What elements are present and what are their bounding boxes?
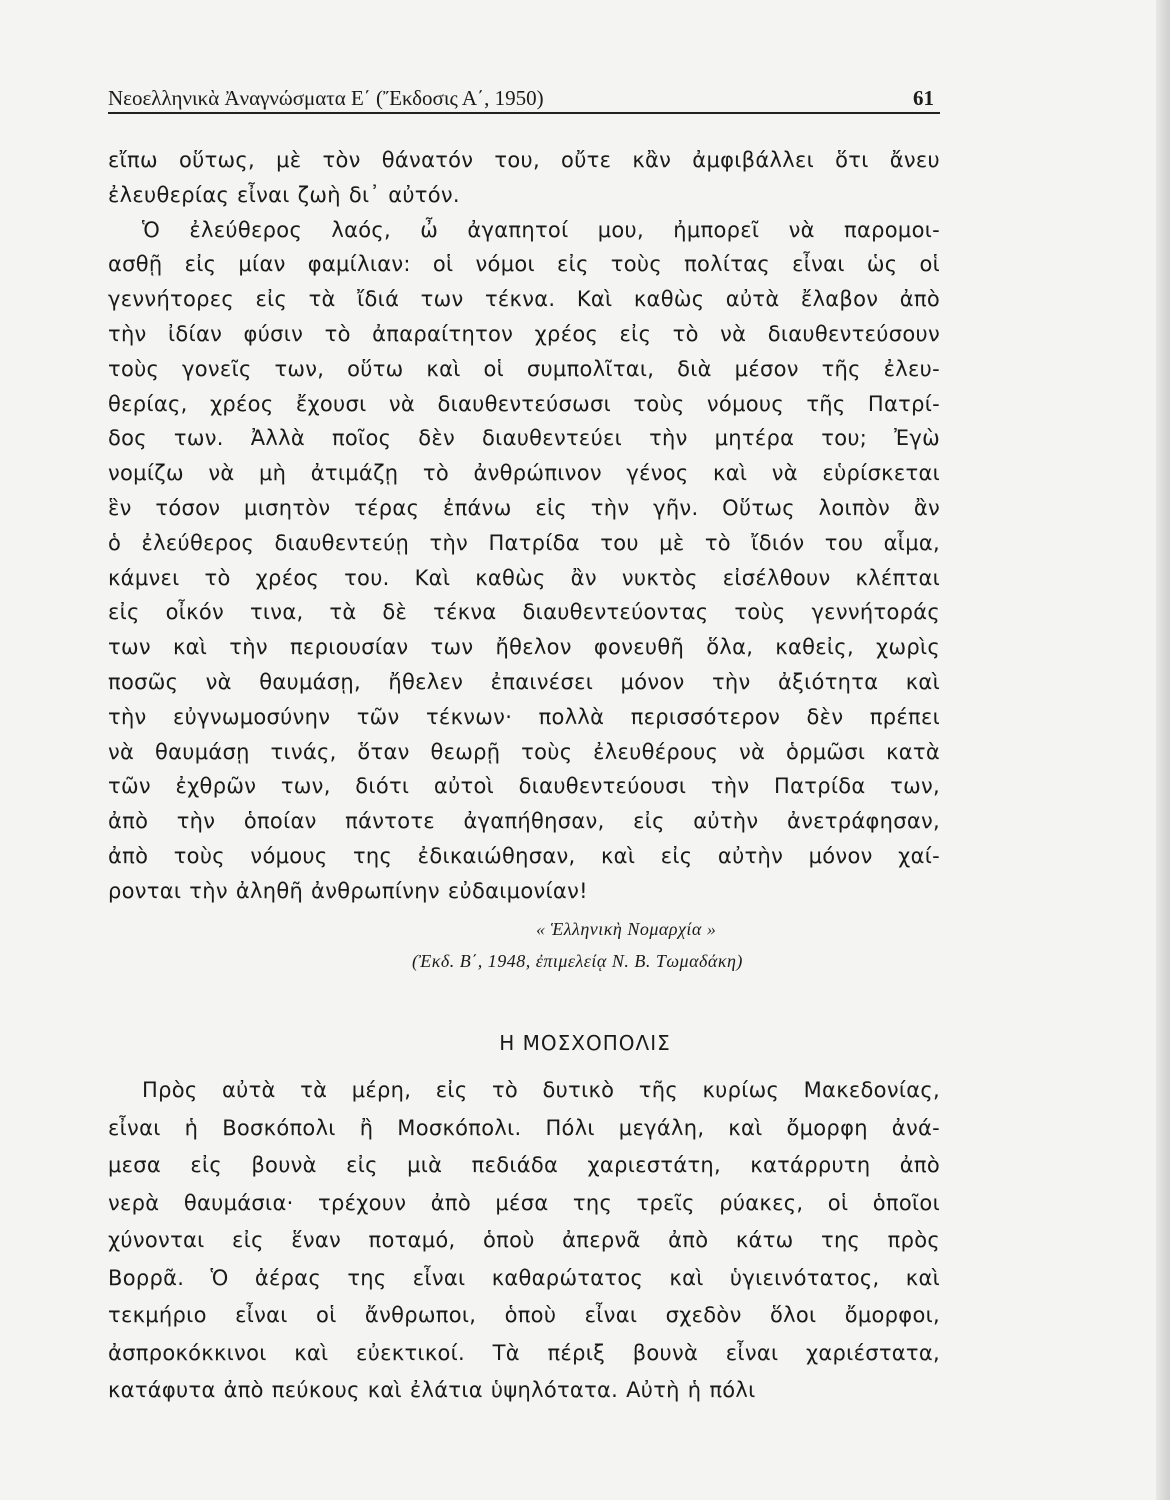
source-title: « Ἑλληνικὴ Νομαρχία » [536, 919, 717, 939]
text-line: τοὺς γονεῖς των, οὕτω καὶ οἱ συμπολῖται, διὰ μέσον τῆς ἐλευ- [108, 356, 940, 381]
text-line: δος των. Ἀλλὰ ποῖος δὲν διαυθεντεύει τὴν μητέρα του; Ἐγὼ [108, 426, 940, 451]
text-line: ἐλευθερίας εἶναι ζωὴ δι᾽ αὐτόν. [108, 182, 460, 207]
text-line: ρονται τὴν ἀληθῆ ἀνθρωπίνην εὐδαιμονίαν! [108, 878, 588, 903]
text-line: Πρὸς αὐτὰ τὰ μέρη, εἰς τὸ δυτικὸ τῆς κυρίως Μακεδονίας, [142, 1078, 940, 1102]
text-line: τεκμήριο εἶναι οἱ ἄνθρωποι, ὁποὺ εἶναι σχεδὸν ὅλοι ὄμορφοι, [108, 1303, 940, 1327]
text-line: θερίας, χρέος ἔχουσι νὰ διαυθεντεύσωσι τοὺς νόμους τῆς Πατρί- [108, 391, 940, 416]
text-line: τῶν ἐχθρῶν των, διότι αὐτοὶ διαυθεντεύουσι τὴν Πατρίδα των, [108, 774, 940, 799]
text-line: χύνονται εἰς ἕναν ποταμό, ὁποὺ ἀπερνᾶ ἀπὸ κάτω της πρὸς [108, 1228, 940, 1252]
text-line: των καὶ τὴν περιουσίαν των ἤθελον φονευθῆ ὅλα, καθεἰς, χωρὶς [108, 635, 940, 660]
text-line: ἀπὸ τοὺς νόμους της ἐδικαιώθησαν, καὶ εἰς αὐτὴν μόνον χαί- [108, 843, 940, 868]
passage-text [108, 143, 940, 909]
page-edge-shadow [1156, 0, 1170, 1500]
text-line: ἀπὸ τὴν ὁποίαν πάντοτε ἀγαπήθησαν, εἰς αὐτὴν ἀνετράφησαν, [108, 809, 940, 834]
text-line: εἴπω οὕτως, μὲ τὸν θάνατόν του, οὔτε κἂν ἀμφιβάλλει ὅτι ἄνευ [108, 148, 940, 172]
text-line: τὴν εὐγνωμοσύνην τῶν τέκνων· πολλὰ περισσότερον δὲν πρέπει [108, 704, 940, 729]
running-header [108, 84, 940, 114]
text-line: νὰ θαυμάσῃ τινάς, ὅταν θεωρῇ τοὺς ἐλευθέρους νὰ ὁρμῶσι κατὰ [108, 739, 940, 764]
text-line: κάμνει τὸ χρέος του. Καὶ καθὼς ἂν νυκτὸς εἰσέλθουν κλέπται [108, 565, 940, 590]
text-line: εἶναι ἡ Βοσκόπολι ἢ Μοσκόπολι. Πόλι μεγάλη, καὶ ὄμορφη ἀνά- [108, 1115, 940, 1140]
section-title: Η ΜΟΣΧΟΠΟΛΙΣ [499, 1031, 671, 1055]
book-title: Νεοελληνικὰ Ἀναγνώσματα Ε΄ (Ἔκδοσις Α΄, 1950) [108, 86, 544, 110]
text-line: ἀσπροκόκκινοι καὶ εὐεκτικοί. Τὰ πέριξ βουνὰ εἶναι χαριέστατα, [108, 1340, 940, 1365]
text-line: τὴν ἰδίαν φύσιν τὸ ἀπαραίτητον χρέος εἰς τὸ νὰ διαυθεντεύσουν [108, 321, 940, 346]
text-line: ὁ ἐλεύθερος διαυθεντεύῃ τὴν Πατρίδα του μὲ τὸ ἴδιόν του αἷμα, [108, 530, 940, 555]
text-line: εἰς οἶκόν τινα, τὰ δὲ τέκνα διαυθεντεύοντας τοὺς γεννήτοράς [108, 600, 940, 625]
text-line: Βορρᾶ. Ὁ ἀέρας της εἶναι καθαρώτατος καὶ ὑγιεινότατος, καὶ [108, 1265, 940, 1290]
text-line: γεννήτορες εἰς τὰ ἴδιά των τέκνα. Καὶ καθὼς αὐτὰ ἔλαβον ἀπὸ [108, 287, 940, 312]
text-line: ασθῇ εἰς μίαν φαμίλιαν: οἱ νόμοι εἰς τοὺς πολίτας εἶναι ὡς οἱ [108, 252, 940, 277]
section-text [108, 1072, 940, 1410]
source-edition: (Ἐκδ. Β΄, 1948, ἐπιμελείᾳ Ν. Β. Τωμαδάκη) [412, 951, 743, 971]
text-line: νομίζω νὰ μὴ ἀτιμάζῃ τὸ ἀνθρώπινον γένος καὶ νὰ εὑρίσκεται [108, 461, 940, 486]
text-line: νερὰ θαυμάσια· τρέχουν ἀπὸ μέσα της τρεῖς ρύακες, οἱ ὁποῖοι [108, 1190, 940, 1215]
page-number: 61 [913, 86, 934, 110]
text-line: ποσῶς νὰ θαυμάσῃ, ἤθελεν ἐπαινέσει μόνον τὴν ἀξιότητα καὶ [108, 669, 940, 694]
text-line: ἓν τόσον μισητὸν τέρας ἐπάνω εἰς τὴν γῆν. Οὕτως λοιπὸν ἂν [108, 495, 940, 520]
text-line: μεσα εἰς βουνὰ εἰς μιὰ πεδιάδα χαριεστάτη, κατάρρυτη ἀπὸ [108, 1153, 940, 1177]
text-line: κατάφυτα ἀπὸ πεύκους καὶ ἐλάτια ὑψηλότατα. Αὐτὴ ἡ πόλι [108, 1378, 756, 1402]
text-line: Ὁ ἐλεύθερος λαός, ὦ ἀγαπητοί μου, ἠμπορεῖ νὰ παρομοι- [142, 217, 940, 242]
